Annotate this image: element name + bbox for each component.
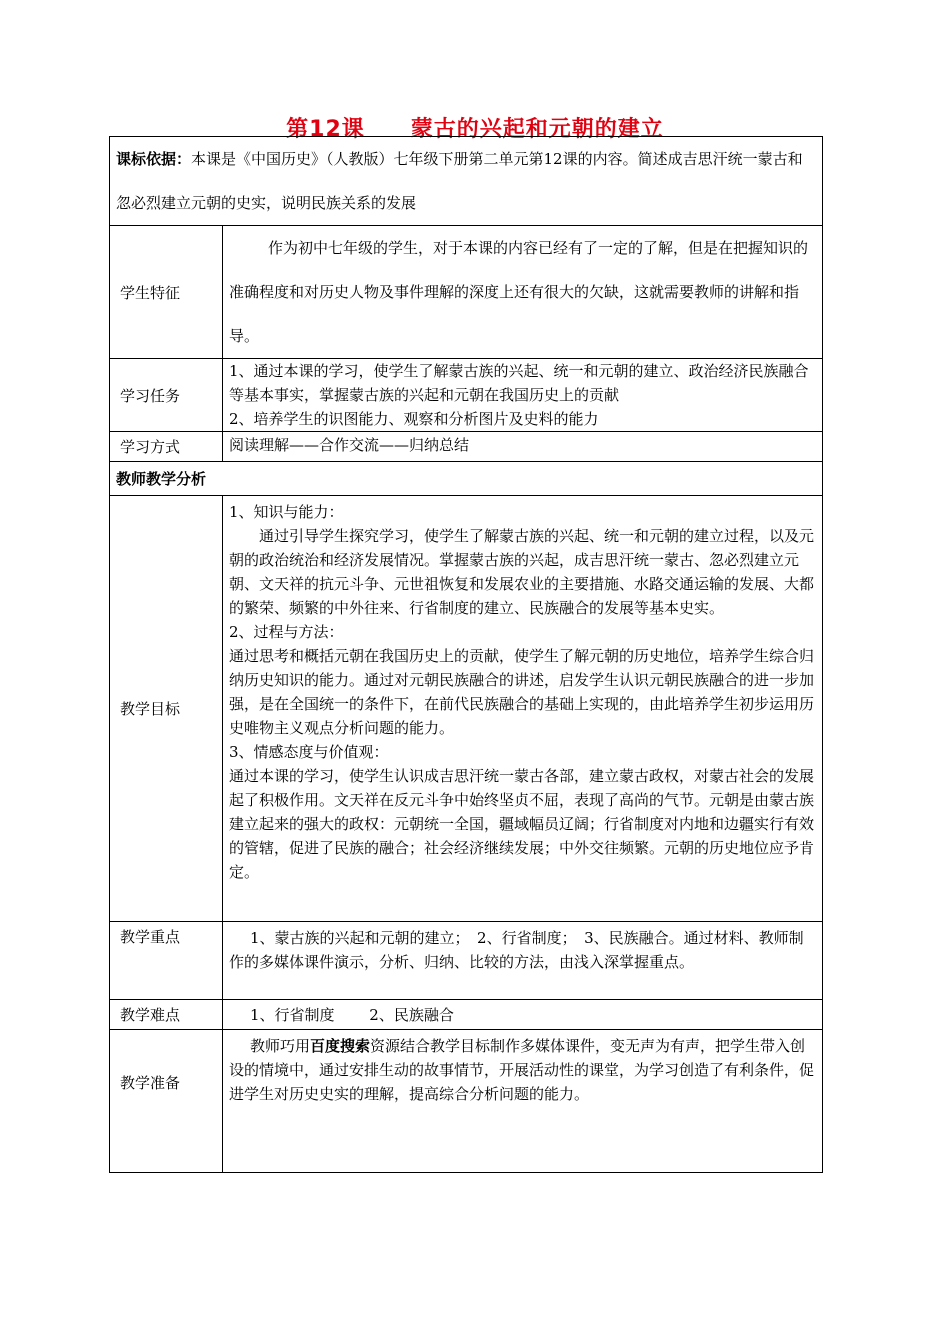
teaching-goals-cell — [223, 496, 823, 922]
learning-task-2: 2、培养学生的识图能力、观察和分析图片及史料的能力 — [229, 410, 599, 428]
row-learning-tasks — [110, 359, 823, 432]
difficulties-text: 1、行省制度 2、民族融合 — [223, 1000, 823, 1030]
basis-text: 本课是《中国历史》（人教版）七年级下册第二单元第12课的内容。简述成吉思汗统一蒙古和忽必烈建立元朝的史实，说明民族关系的发展 — [116, 150, 803, 212]
row-teaching-goals — [110, 496, 823, 922]
key-points-text: 1、蒙古族的兴起和元朝的建立； 2、行省制度； 3、民族融合。通过材料、教师制作的多媒体课件演示，分析、归纳、比较的方法，由浅入深掌握重点。 — [223, 922, 823, 1000]
teacher-analysis-label: 教师教学分析 — [110, 462, 823, 496]
preparation-label-text: 教学准备 — [120, 1074, 181, 1092]
preparation-label — [110, 1030, 223, 1173]
preparation-cell — [223, 1030, 823, 1173]
lesson-plan-table — [109, 136, 823, 1173]
row-key-points — [110, 922, 823, 1000]
basis-label: 课标依据： — [116, 150, 192, 168]
lesson-name: 蒙古的兴起和元朝的建立 — [410, 117, 664, 142]
student-traits-text: 作为初中七年级的学生，对于本课的内容已经有了一定的了解，但是在把握知识的准确程度和对历史人物及事件理解的深度上还有很大的欠缺，这就需要教师的讲解和指导。 — [223, 226, 823, 359]
learning-task-1: 1、通过本课的学习，使学生了解蒙古族的兴起、统一和元朝的建立、政治经济民族融合等基本事实，掌握蒙古族的兴起和元朝在我国历史上的贡献 — [229, 362, 809, 404]
learning-method-text: 阅读理解——合作交流——归纳总结 — [223, 432, 823, 462]
row-difficulties — [110, 1000, 823, 1030]
baidu-search-highlight: 百度搜索 — [310, 1037, 371, 1055]
goal-text-1: 通过引导学生探究学习，使学生了解蒙古族的兴起、统一和元朝的建立过程，以及元朝的政治统治和经济发展情况。掌握蒙古族的兴起，成吉思汗统一蒙古、忽必烈建立元朝、文天祥的抗元斗争、元世祖恢复和发展农业的主要措施、水路交通运输的发展、大都的繁荣、频繁的中外往来、行省制度的建立、民族融合的发展等基本史实。 — [229, 527, 815, 617]
lesson-number: 第12课 — [286, 117, 365, 142]
goal-heading-2: 2、过程与方法： — [229, 623, 344, 641]
learning-method-label: 学习方式 — [110, 432, 223, 462]
row-teacher-analysis — [110, 462, 823, 496]
basis-cell — [110, 137, 823, 226]
key-points-label: 教学重点 — [110, 922, 223, 1000]
row-basis — [110, 137, 823, 226]
difficulties-label: 教学难点 — [110, 1000, 223, 1030]
row-learning-method — [110, 432, 823, 462]
goal-text-2: 通过思考和概括元朝在我国历史上的贡献，使学生了解元朝的历史地位，培养学生综合归纳历史知识的能力。通过对元朝民族融合的讲述，启发学生认识元朝民族融合的进一步加强，是在全国统一的条件下，在前代民族融合的基础上实现的，由此培养学生初步运用历史唯物主义观点分析问题的能力。 — [229, 647, 815, 737]
row-preparation — [110, 1030, 823, 1173]
preparation-text-post: 资源结合教学目标制作多媒体课件，变无声为有声，把学生带入创设的情境中，通过安排生动的故事情节，开展活动性的课堂，为学习创造了有利条件，促进学生对历史史实的理解，提高综合分析问题的能力。 — [229, 1037, 815, 1103]
learning-tasks-cell — [223, 359, 823, 432]
learning-tasks-label: 学习任务 — [110, 359, 223, 432]
teaching-goals-label: 教学目标 — [110, 496, 223, 922]
goal-text-3: 通过本课的学习，使学生认识成吉思汗统一蒙古各部，建立蒙古政权，对蒙古社会的发展起了积极作用。文天祥在反元斗争中始终坚贞不屈，表现了高尚的气节。元朝是由蒙古族建立起来的强大的政权：元朝统一全国，疆域幅员辽阔；行省制度对内地和边疆实行有效的管辖，促进了民族的融合；社会经济继续发展；中外交往频繁。元朝的历史地位应予肯定。 — [229, 767, 815, 881]
row-student-traits — [110, 226, 823, 359]
goal-heading-1: 1、知识与能力： — [229, 503, 344, 521]
goal-heading-3: 3、情感态度与价值观： — [229, 743, 389, 761]
preparation-text-pre: 教师巧用 — [250, 1037, 311, 1055]
student-traits-label: 学生特征 — [110, 226, 223, 359]
